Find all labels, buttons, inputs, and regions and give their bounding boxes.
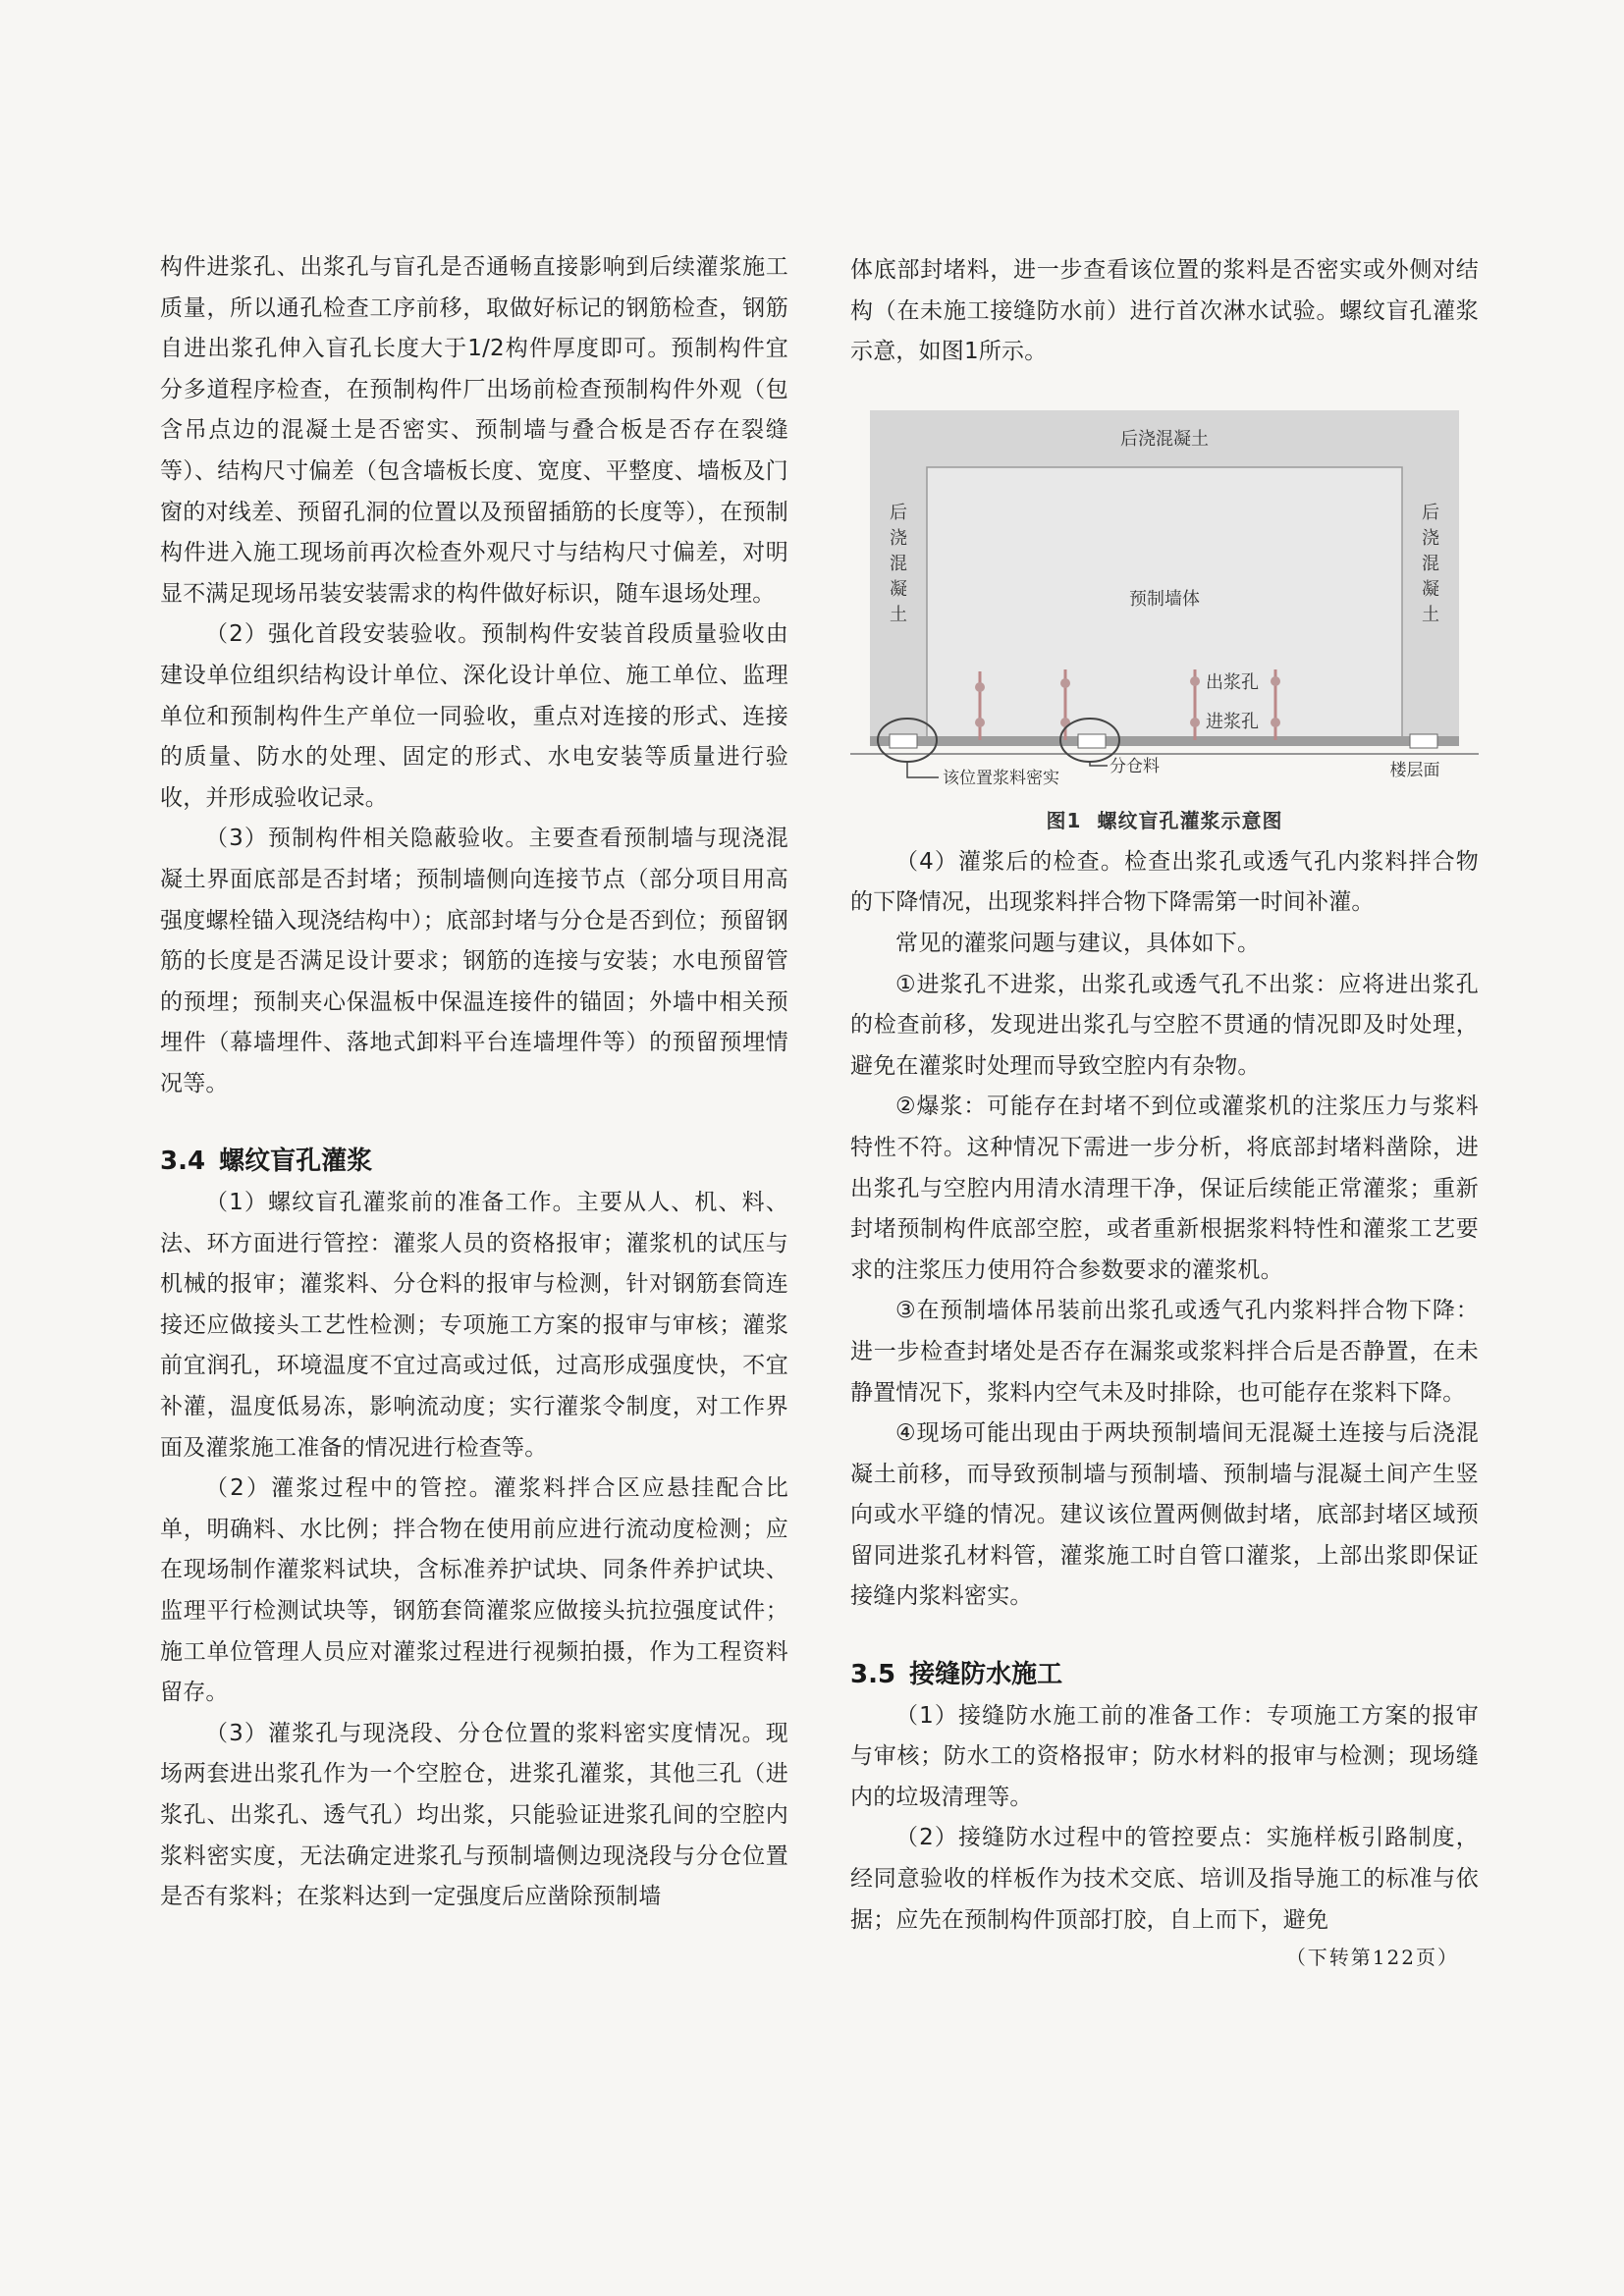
seal-block-divider <box>1078 734 1106 748</box>
right-paragraph-8: （1）接缝防水施工前的准备工作：专项施工方案的报审与审核；防水工的资格报审；防水材料的报审与检测；现场缝内的垃圾清理等。 <box>850 1702 1479 1810</box>
label-right-2: 混 <box>1422 553 1439 574</box>
continued-note: （下转第122页） <box>1285 1946 1459 1970</box>
label-inlet: 进浆孔 <box>1206 711 1259 732</box>
label-right-3: 凝 <box>1422 578 1439 600</box>
figure-caption-wrap <box>850 801 1479 840</box>
seal-block-right <box>1410 734 1437 748</box>
figure-1 <box>850 410 1479 842</box>
label-divider: 分仓料 <box>1110 756 1160 776</box>
right-paragraph-4: ①进浆孔不进浆，出浆孔或透气孔不出浆：应将进出浆孔的检查前移，发现进出浆孔与空腔不贯通的情况即及时处理，避免在灌浆时处理而导致空腔内有杂物。 <box>850 971 1479 1079</box>
right-paragraph-1: 体底部封堵料，进一步查看该位置的浆料是否密实或外侧对结构（在未施工接缝防水前）进行首次淋水试验。螺纹盲孔灌浆示意，如图1所示。 <box>850 257 1479 365</box>
right-paragraph-7: ④现场可能出现由于两块预制墙间无混凝土连接与后浇混凝土前移，而导致预制墙与预制墙、预制墙与混凝土间产生竖向或水平缝的情况。建议该位置两侧做封堵，底部封堵区域预留同进浆孔材料管，灌浆施工时自管口灌浆，上部出浆即保证接缝内浆料密实。 <box>850 1420 1479 1610</box>
label-right-4: 土 <box>1422 604 1439 625</box>
label-left-4: 土 <box>890 604 907 625</box>
dense-leader <box>907 762 939 777</box>
left-paragraph-2: （2）强化首段安装验收。预制构件安装首段质量验收由建设单位组织结构设计单位、深化设计单位、施工单位、监理单位和预制构件生产单位一同验收，重点对连接的形式、连接的质量、防水的处理、固定的形式、水电安装等质量进行验收，并形成验收记录。 <box>160 621 788 811</box>
left-column <box>160 247 788 1918</box>
grout-layer <box>870 736 1459 746</box>
section-number: 3.4 <box>160 1147 206 1177</box>
left-paragraph-3: （3）预制构件相关隐蔽验收。主要查看预制墙与现浇混凝土界面底部是否封堵；预制墙侧向连接节点（部分项目用高强度螺栓锚入现浇结构中）；底部封堵与分仓是否到位；预留钢筋的长度是否满足设计要求；钢筋的连接与安装；水电预留管的预埋；预制夹心保温板中保温连接件的锚固；外墙中相关预埋件（幕墙埋件、落地式卸料平台连墙埋件等）的预留预埋情况等。 <box>160 826 788 1096</box>
figure-number: 图1 <box>1046 808 1082 832</box>
figure-caption <box>850 801 1479 840</box>
label-left-2: 混 <box>890 553 907 574</box>
section-number: 3.5 <box>850 1660 896 1690</box>
right-column <box>850 250 1479 1974</box>
label-center: 预制墙体 <box>1129 588 1200 610</box>
right-paragraph-3: 常见的灌浆问题与建议，具体如下。 <box>895 930 1261 956</box>
right-paragraph-5: ②爆浆：可能存在封堵不到位或灌浆机的注浆压力与浆料特性不符。这种情况下需进一步分析，将底部封堵料凿除，进出浆孔与空腔内用清水清理干净，保证后续能正常灌浆；重新封堵预制构件底部空腔，或者重新根据浆料特性和灌浆工艺要求的注浆压力使用符合参数要求的灌浆机。 <box>850 1094 1479 1283</box>
seal-block-left <box>890 734 917 748</box>
section-heading-3-4 <box>160 1142 788 1183</box>
section-title: 接缝防水施工 <box>909 1660 1063 1690</box>
left-paragraph-1: 构件进浆孔、出浆孔与盲孔是否通畅直接影响到后续灌浆施工质量，所以通孔检查工序前移，取做好标记的钢筋检查，钢筋自进出浆孔伸入盲孔长度大于1/2构件厚度即可。预制构件宜分多道程序检查，在预制构件厂出场前检查预制构件外观（包含吊点边的混凝土是否密实、预制墙与叠合板是否存在裂缝等）、结构尺寸偏差（包含墙板长度、宽度、平整度、墙板及门窗的对线差、预留孔洞的位置以及预留插筋的长度等），在预制构件进入施工现场前再次检查外观尺寸与结构尺寸偏差，对明显不满足现场吊装安装需求的构件做好标识，随车退场处理。 <box>160 254 788 607</box>
left-paragraph-6: （3）灌浆孔与现浇段、分仓位置的浆料密实度情况。现场两套进出浆孔作为一个空腔仓，进浆孔灌浆，其他三孔（进浆孔、出浆孔、透气孔）均出浆，只能验证进浆孔间的空腔内浆料密实度，无法确定进浆孔与预制墙侧边现浇段与分仓位置是否有浆料；在浆料达到一定强度后应凿除预制墙 <box>160 1720 788 1910</box>
grouting-diagram <box>850 410 1479 803</box>
label-outlet: 出浆孔 <box>1206 671 1259 693</box>
section-heading-3-5 <box>850 1655 1479 1696</box>
figure-caption-text: 螺纹盲孔灌浆示意图 <box>1097 808 1283 832</box>
label-left-group <box>890 503 907 625</box>
label-left-0: 后 <box>890 502 907 523</box>
left-paragraph-5: （2）灌浆过程中的管控。灌浆料拌合区应悬挂配合比单，明确料、水比例；拌合物在使用前应进行流动度检测；应在现场制作灌浆料试块，含标准养护试块、同条件养护试块、监理平行检测试块等，钢筋套筒灌浆应做接头抗拉强度试件；施工单位管理人员应对灌浆过程进行视频拍摄，作为工程资料留存。 <box>160 1475 788 1706</box>
left-paragraph-4: （1）螺纹盲孔灌浆前的准备工作。主要从人、机、料、法、环方面进行管控：灌浆人员的资格报审；灌浆机的试压与机械的报审；灌浆料、分仓料的报审与检测，针对钢筋套筒连接还应做接头工艺性检测；专项施工方案的报审与审核；灌浆前宜润孔，环境温度不宜过高或过低，过高形成强度快，不宜补灌，温度低易冻，影响流动度；实行灌浆令制度，对工作界面及灌浆施工准备的情况进行检查等。 <box>160 1190 788 1461</box>
label-floor: 楼层面 <box>1389 760 1440 780</box>
label-top: 后浇混凝土 <box>1120 428 1209 450</box>
label-right-1: 浇 <box>1422 527 1439 549</box>
right-paragraph-6: ③在预制墙体吊装前出浆孔或透气孔内浆料拌合物下降：进一步检查封堵处是否存在漏浆或浆料拌合后是否静置，在未静置情况下，浆料内空气未及时排除，也可能存在浆料下降。 <box>850 1298 1479 1406</box>
label-left-1: 浇 <box>890 527 907 549</box>
label-right-0: 后 <box>1422 502 1439 523</box>
label-right-group <box>1422 503 1439 625</box>
right-paragraph-2: （4）灌浆后的检查。检查出浆孔或透气孔内浆料拌合物的下降情况，出现浆料拌合物下降需第一时间补灌。 <box>850 848 1479 916</box>
section-title: 螺纹盲孔灌浆 <box>219 1147 373 1177</box>
right-paragraph-9: （2）接缝防水过程中的管控要点：实施样板引路制度，经同意验收的样板作为技术交底、培训及指导施工的标准与依据；应先在预制构件顶部打胶，自上而下，避免 <box>850 1825 1479 1933</box>
label-dense: 该位置浆料密实 <box>943 768 1059 788</box>
label-left-3: 凝 <box>890 578 907 600</box>
